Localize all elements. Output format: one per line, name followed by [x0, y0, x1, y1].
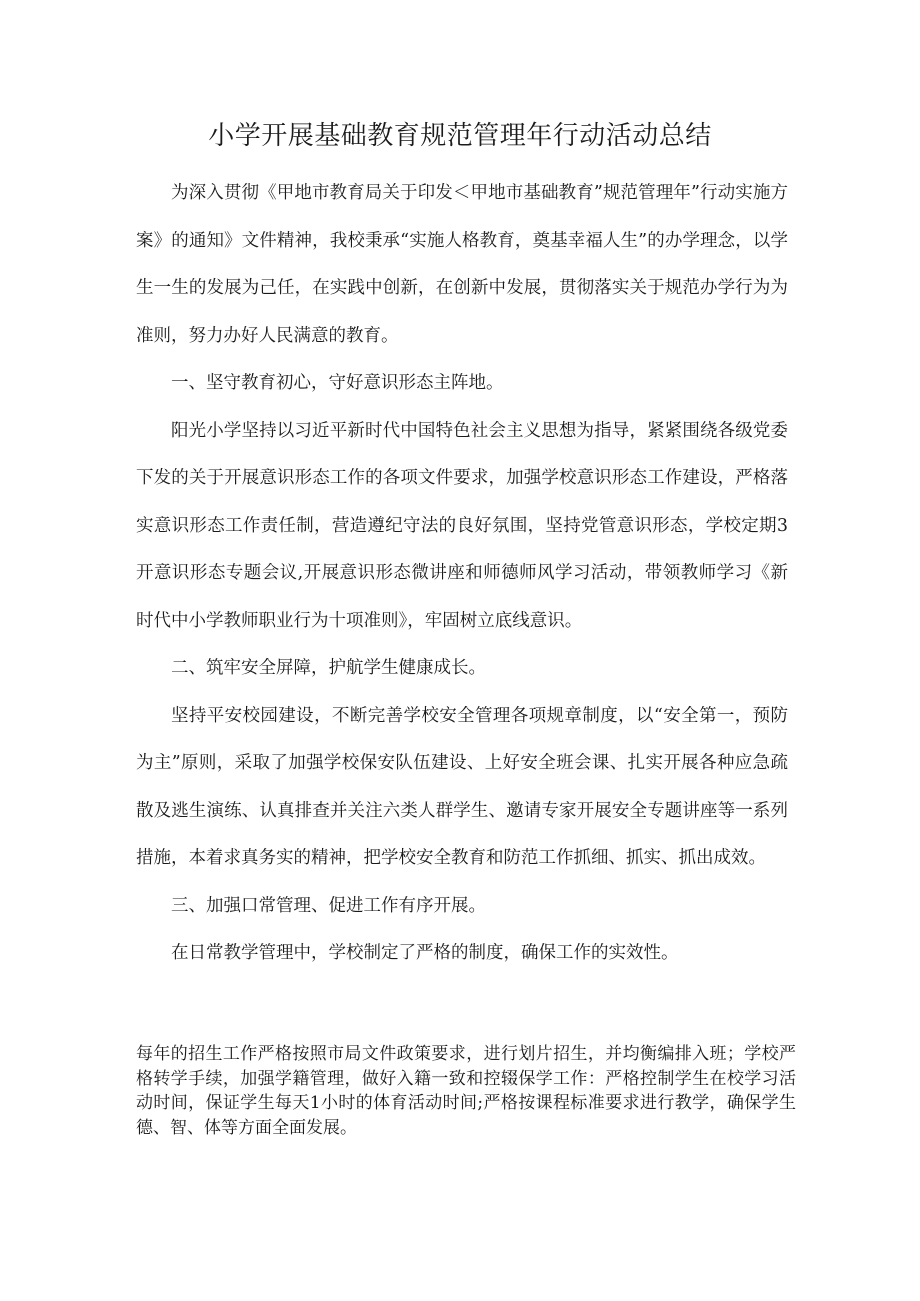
section-2-heading: 二、筑牢安全屏障，护航学生健康成长。: [171, 658, 486, 678]
section-1-paragraph: 阳光小学坚持以习近平新时代中国特色社会主义思想为指导，紧紧围绕各级党委下发的关于开展意识形态工作的各项文件要求，加强学校意识形态工作建设，严格落实意识形态工作责任制，营造遵纪守法的良好氛围，坚持党管意识形态，学校定期3开意识形态专题会议,开展意识形态微讲座和师德师风学习活动，带领教师学习《新时代中小学教师职业行为十项准则》，牢固树立底线意识。: [136, 420, 788, 631]
section-3-heading: 三、加强口常管理、促进工作有序开展。: [171, 895, 486, 916]
section-3-paragraph: 在日常教学管理中，学校制定了严格的制度，确保工作的实效性。: [171, 943, 679, 963]
document-body: [136, 170, 788, 978]
document-title: 小学开展基础教育规范管理年行动活动总结: [208, 121, 712, 151]
section-2-paragraph: 坚持平安校园建设，不断完善学校安全管理各项规章制度，以“安全第一，预防为主”原则，采取了加强学校保安队伍建设、上好安全班会课、扎实开展各种应急疏散及逃生演练、认真排查并关注六类人群学生、邀请专家开展安全专题讲座等一系列措施，本着求真务实的精神，把学校安全教育和防范工作抓细、抓实、抓出成效。: [136, 705, 788, 868]
section-1-heading: 一、坚守教育初心，守好意识形态主阵地。: [171, 373, 504, 393]
section-3-detail-paragraph: 每年的招生工作严格按照市局文件政策要求，进行划片招生，并均衡编排入班；学校严格转学手续，加强学籍管理，做好入籍一致和控辍保学工作：严格控制学生在校学习活动时间，保证学生每天1小时的体育活动时间;严格按课程标准要求进行教学，确保学生德、智、体等方面全面发展。: [136, 1044, 796, 1138]
intro-paragraph: 为深入贯彻《甲地市教育局关于印发＜甲地市基础教育”规范管理年”行动实施方案》的通知》文件精神，我校秉承“实施人格教育，奠基幸福人生”的办学理念，以学生一生的发展为己任，在实践中创新，在创新中发展，贯彻落实关于规范办学行为为准则，努力办好人民满意的教育。: [136, 183, 788, 346]
